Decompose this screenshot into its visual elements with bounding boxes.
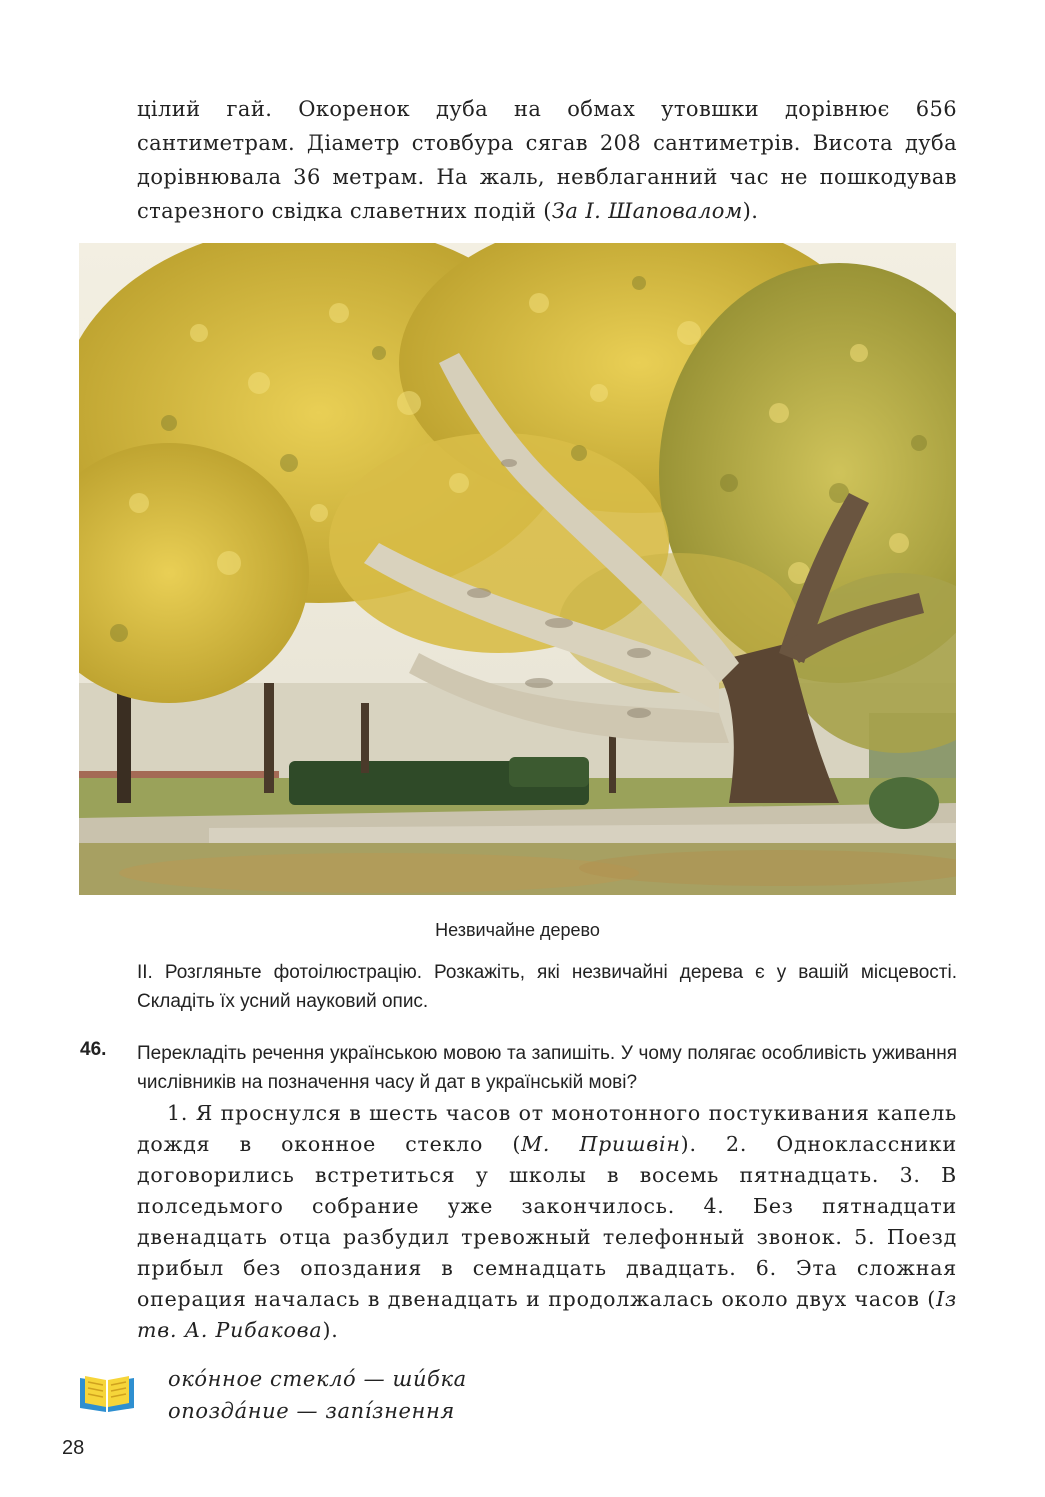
sentences-author-1: М. Пришвін [521, 1132, 681, 1156]
intro-close: ). [742, 199, 759, 223]
task-ii-paragraph: ІІ. Розгляньте фотоілюстрацію. Розкажіть, які незвичайні дерева є у вашій місцевості. Складіть їх усний науковий опис. [137, 962, 957, 1012]
sentences-part-2: ). 2. Одноклассники договорились встретиться у школы в восемь пятнадцать. 3. В полседьмого собрание уже закончилось. 4. Без пятнадцати двенадцать отца разбудил тревожный телефонный звонок. 5. Поезд прибыл без опоздания в семнадцать двадцать. 6. Эта сложная операция началась в двенадцать и продолжалась около двух часов ( [137, 1132, 957, 1311]
open-book-icon [76, 1370, 138, 1414]
sentences-part-1: 1. Я проснулся в шесть часов от монотонного постукивания капель дождя в оконное стекло ( [137, 1101, 957, 1156]
page-number: 28 [62, 1437, 85, 1459]
tree-photo [79, 243, 956, 895]
vocabulary-notes [168, 1363, 467, 1427]
intro-text: цілий гай. Окоренок дуба на обмах утовшки дорівнює 656 сантиметрам. Діаметр стовбура сягав 208 сантиметрів. Висота дуба дорівнювала 36 метрам. На жаль, невблаганний час не пошкодував старезного свідка славетних подій ( [137, 97, 957, 223]
intro-paragraph [137, 92, 957, 228]
exercise-task: Перекладіть речення українською мовою та запишіть. У чому полягає особливість уживання числівників на позначення часу й дат в українській мові? [137, 1043, 957, 1093]
vocab-entry: око́нное стекло́ — ши́бка [168, 1367, 467, 1391]
photo-caption: Незвичайне дерево [435, 920, 600, 940]
sentences-author-2: Із тв. А. Рибакова [137, 1287, 957, 1342]
vocab-entry: опозда́ние — запі́знення [168, 1399, 455, 1423]
intro-source: За І. Шаповалом [551, 199, 743, 223]
exercise-sentences [137, 1098, 957, 1346]
exercise-number: 46. [80, 1039, 107, 1060]
sentences-part-3: ). [322, 1318, 339, 1342]
tree-photo-illustration [79, 243, 956, 895]
